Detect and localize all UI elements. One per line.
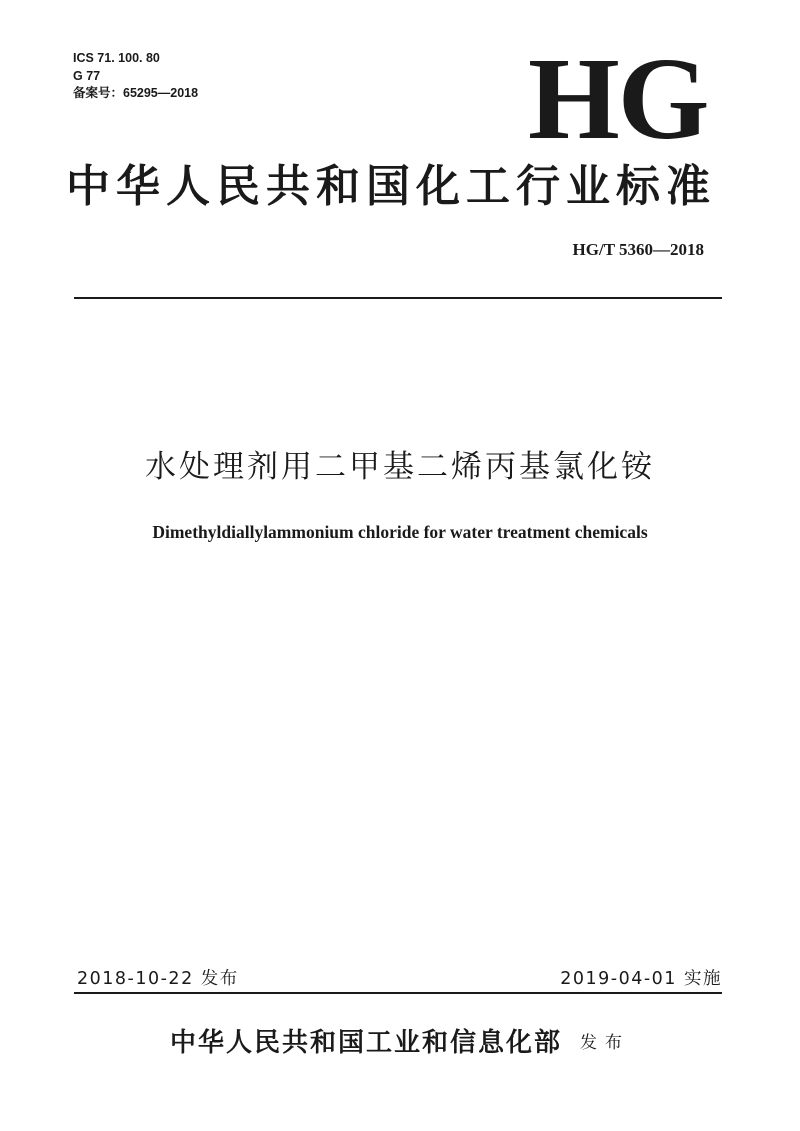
publisher-name: 中华人民共和国工业和信息化部 [169, 1028, 562, 1058]
top-divider [74, 297, 722, 299]
publish-label: 发布 [580, 1033, 630, 1053]
standard-number: HG/T 5360—2018 [572, 240, 704, 259]
document-title-english: Dimethyldiallylammonium chloride for water treatment chemicals [152, 522, 648, 542]
ccs-code: G 77 [73, 68, 101, 83]
document-title-chinese: 水处理剂用二甲基二烯丙基氯化铵 [145, 449, 655, 485]
record-number: 备案号：65295—2018 [73, 86, 199, 100]
bottom-divider [74, 992, 722, 994]
publisher-line [0, 1025, 800, 1064]
standard-category-title: 中华人民共和国化工行业标准 [66, 161, 716, 212]
ics-code: ICS 71. 100. 80 [73, 51, 160, 65]
issue-date: 2018-10-22 发布 [77, 969, 239, 989]
hg-logo: HG [528, 33, 708, 164]
classification-block [73, 50, 198, 103]
effective-date: 2019-04-01 实施 [560, 969, 722, 989]
